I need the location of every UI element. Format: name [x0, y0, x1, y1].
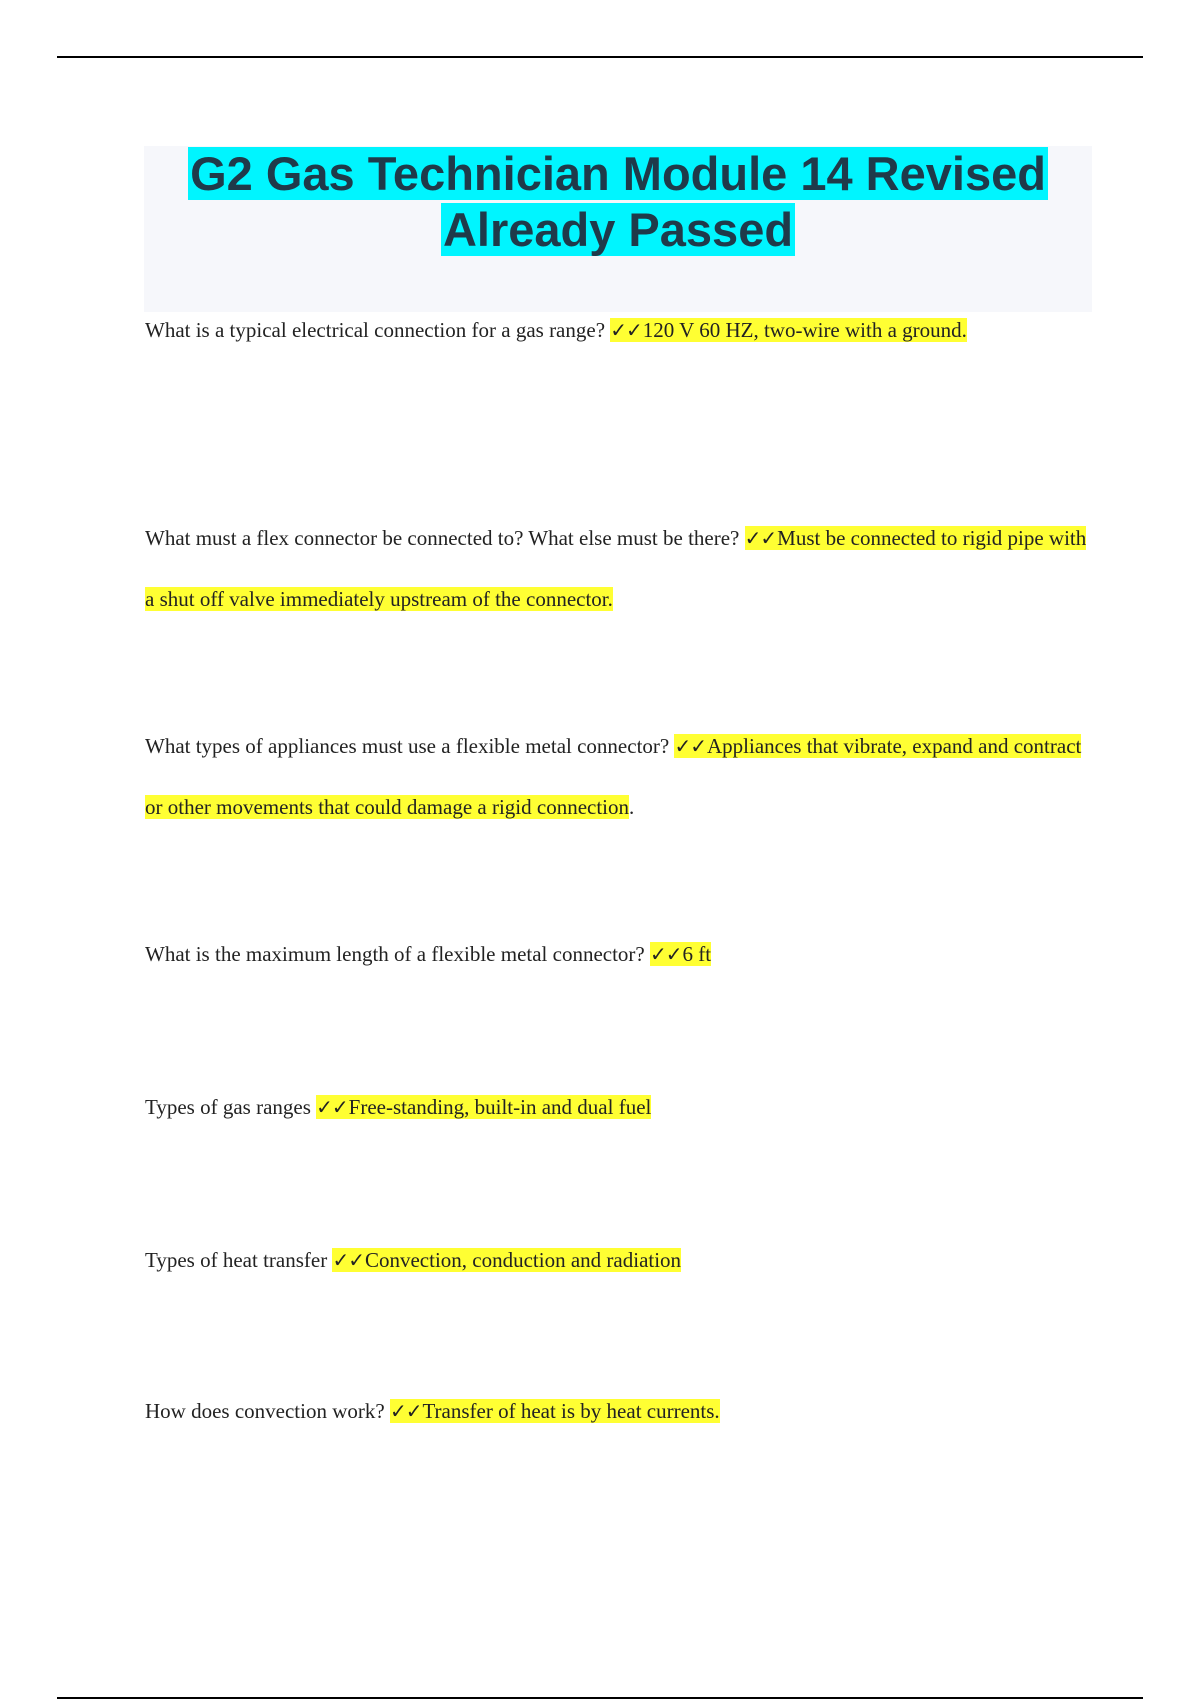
question: How does convection work? [145, 1399, 385, 1423]
answer: Must be connected to rigid pipe with a shut off valve immediately upstream of the connector. [145, 526, 1087, 611]
top-rule [57, 56, 1143, 58]
question: What must a flex connector be connected to? What else must be there? [145, 526, 740, 550]
question: Types of gas ranges [145, 1095, 311, 1119]
question: Types of heat transfer [145, 1248, 328, 1272]
qa-item-4 [145, 924, 1095, 985]
answer-highlight [650, 942, 711, 966]
answer-trailing: . [629, 795, 635, 819]
answer-highlight [316, 1095, 651, 1119]
title-line-1: G2 Gas Technician Module 14 Revised [190, 147, 1046, 200]
document-title [144, 146, 1092, 258]
bottom-rule [57, 1697, 1143, 1699]
answer-highlight [390, 1399, 720, 1423]
question: What is the maximum length of a flexible metal connector? [145, 942, 645, 966]
answer: 120 V 60 HZ, two-wire with a ground. [642, 318, 967, 342]
double-check-icon: ✓✓ [610, 318, 642, 342]
answer: Appliances that vibrate, expand and contract or other movements that could damage a rigid connection [145, 734, 1082, 819]
question: What is a typical electrical connection for a gas range? [145, 318, 606, 342]
qa-item-7 [145, 1381, 1095, 1442]
double-check-icon: ✓✓ [674, 734, 706, 758]
qa-item-3 [145, 716, 1095, 838]
qa-item-6 [145, 1230, 1095, 1291]
answer: Free-standing, built-in and dual fuel [348, 1095, 652, 1119]
double-check-icon: ✓✓ [650, 942, 682, 966]
question: What types of appliances must use a flexible metal connector? [145, 734, 670, 758]
answer-highlight [610, 318, 967, 342]
qa-item-1 [145, 300, 1095, 361]
answer: Transfer of heat is by heat currents. [422, 1399, 720, 1423]
qa-item-5 [145, 1077, 1095, 1138]
title-block [144, 146, 1092, 312]
title-line-2: Already Passed [442, 203, 794, 256]
qa-item-2 [145, 508, 1095, 630]
answer: Convection, conduction and radiation [364, 1248, 682, 1272]
double-check-icon: ✓✓ [316, 1095, 348, 1119]
double-check-icon: ✓✓ [389, 1399, 422, 1423]
answer-highlight [332, 1248, 681, 1272]
double-check-icon: ✓✓ [744, 526, 777, 550]
double-check-icon: ✓✓ [332, 1248, 364, 1272]
answer: 6 ft [682, 942, 712, 966]
